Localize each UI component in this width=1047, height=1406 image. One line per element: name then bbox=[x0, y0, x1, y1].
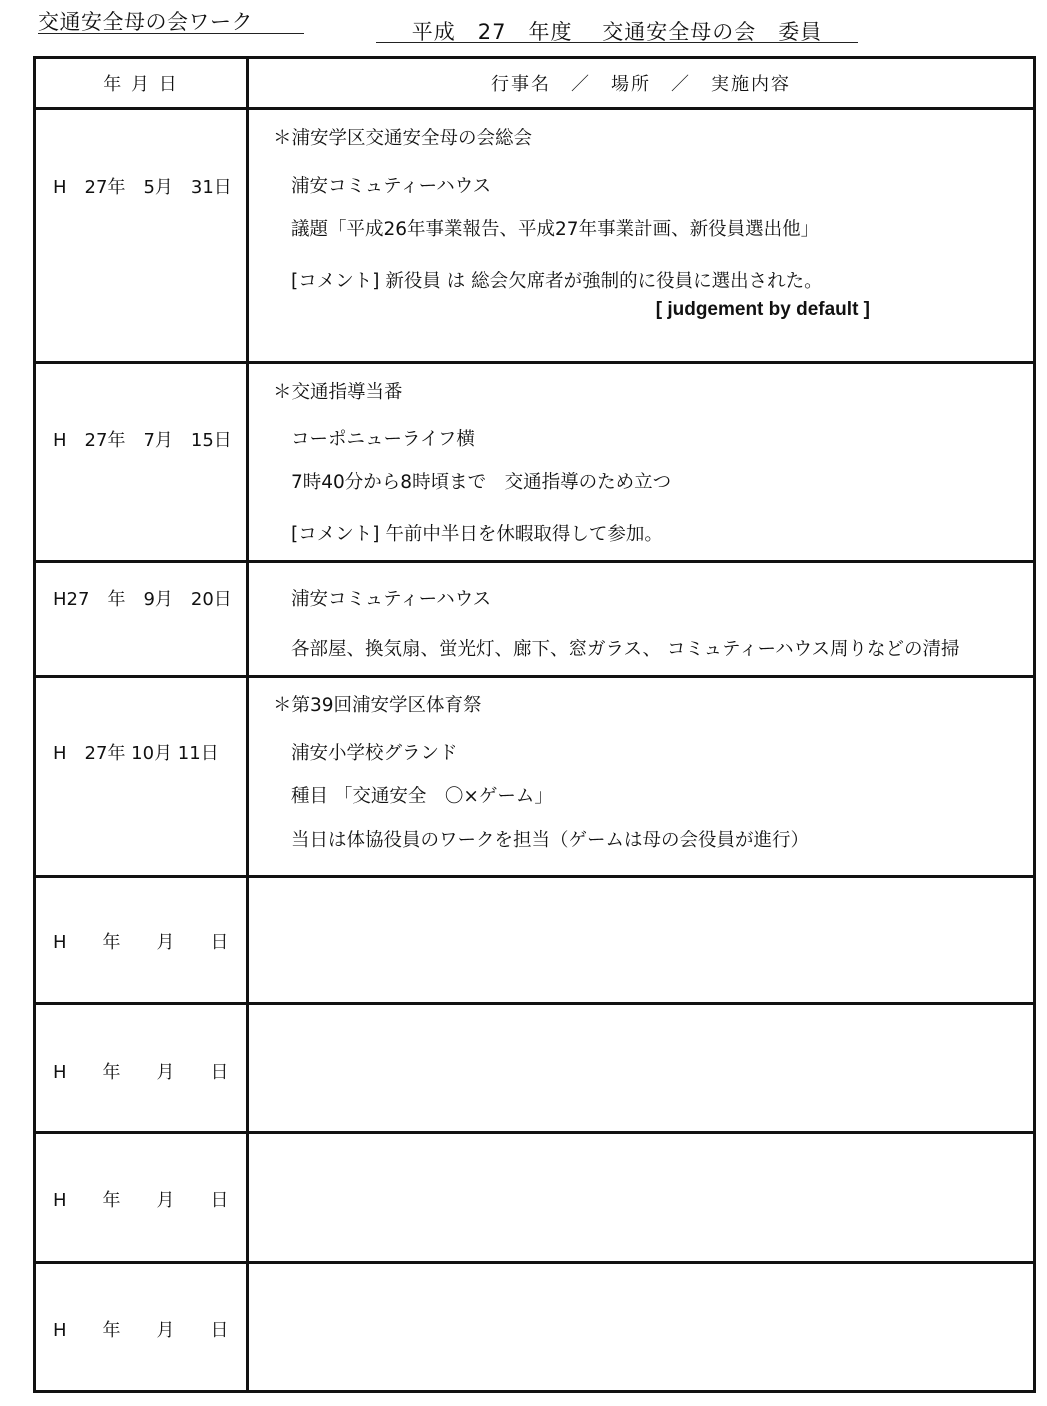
date-text: H 27年 5月 31日 bbox=[53, 177, 232, 198]
date-text: H 年 月 日 bbox=[53, 1190, 229, 1211]
table-row bbox=[35, 363, 1035, 562]
table-row bbox=[35, 877, 1035, 1004]
event-title: ＊交通指導当番 bbox=[273, 382, 403, 403]
table-row bbox=[35, 562, 1035, 677]
event-title: ＊浦安学区交通安全母の会総会 bbox=[273, 128, 533, 149]
event-cell bbox=[248, 562, 1035, 677]
date-cell bbox=[35, 562, 248, 677]
title-underline bbox=[38, 33, 304, 34]
event-cell bbox=[248, 677, 1035, 877]
date-cell bbox=[35, 1004, 248, 1133]
date-text: H 27年 7月 15日 bbox=[53, 430, 232, 451]
table-header-row bbox=[35, 58, 1035, 109]
date-text: H 年 月 日 bbox=[53, 932, 229, 953]
event-detail: 種目 「交通安全 〇×ゲーム」 bbox=[291, 786, 553, 807]
table-row bbox=[35, 677, 1035, 877]
event-cell bbox=[248, 1263, 1035, 1392]
date-text: H 年 月 日 bbox=[53, 1320, 229, 1341]
date-cell bbox=[35, 877, 248, 1004]
event-location: コーポニューライフ横 bbox=[291, 429, 475, 450]
event-detail: 各部屋、換気扇、蛍光灯、廊下、窓ガラス、 コミュティーハウス周りなどの清掃 bbox=[291, 639, 960, 660]
event-note: 当日は体協役員のワークを担当（ゲームは母の会役員が進行） bbox=[291, 830, 810, 851]
date-cell bbox=[35, 363, 248, 562]
table-row bbox=[35, 1133, 1035, 1263]
activity-log-table bbox=[33, 56, 1036, 1393]
document-title-text: 交通安全母の会ワーク bbox=[38, 10, 253, 34]
date-cell bbox=[35, 1263, 248, 1392]
table-row bbox=[35, 1004, 1035, 1133]
event-note: [ judgement by default ] bbox=[655, 299, 870, 320]
fiscal-year-title-text: 平成 27 年度 交通安全母の会 委員 bbox=[411, 20, 823, 44]
table-row bbox=[35, 1263, 1035, 1392]
date-column-header bbox=[35, 58, 248, 109]
event-comment: [コメント] 午前中半日を休暇取得して参加。 bbox=[291, 524, 663, 545]
event-column-header bbox=[248, 58, 1035, 109]
event-cell bbox=[248, 363, 1035, 562]
date-text: H 27年 10月 11日 bbox=[53, 743, 219, 764]
event-cell bbox=[248, 109, 1035, 363]
event-detail: 議題「平成26年事業報告、平成27年事業計画、新役員選出他」 bbox=[291, 219, 820, 240]
date-cell bbox=[35, 1133, 248, 1263]
date-cell bbox=[35, 109, 248, 363]
event-cell bbox=[248, 877, 1035, 1004]
event-cell bbox=[248, 1004, 1035, 1133]
date-text: H 年 月 日 bbox=[53, 1062, 229, 1083]
event-header-label: 行事名 ／ 場所 ／ 実施内容 bbox=[491, 74, 791, 95]
event-title: ＊第39回浦安学区体育祭 bbox=[273, 695, 482, 716]
event-location: 浦安コミュティーハウス bbox=[291, 176, 492, 197]
event-location: 浦安コミュティーハウス bbox=[291, 589, 492, 610]
date-header-label: 年 月 日 bbox=[103, 74, 179, 95]
date-cell bbox=[35, 677, 248, 877]
event-cell bbox=[248, 1133, 1035, 1263]
table-row bbox=[35, 109, 1035, 363]
fiscal-year-title bbox=[376, 16, 858, 46]
date-text: H27 年 9月 20日 bbox=[53, 589, 232, 610]
event-comment: [コメント] 新役員 は 総会欠席者が強制的に役員に選出された。 bbox=[291, 271, 823, 292]
event-detail: 7時40分から8時頃まで 交通指導のため立つ bbox=[291, 472, 672, 493]
event-location: 浦安小学校グランド bbox=[291, 743, 458, 764]
fiscal-title-underline bbox=[376, 42, 858, 43]
document-title bbox=[38, 6, 253, 36]
